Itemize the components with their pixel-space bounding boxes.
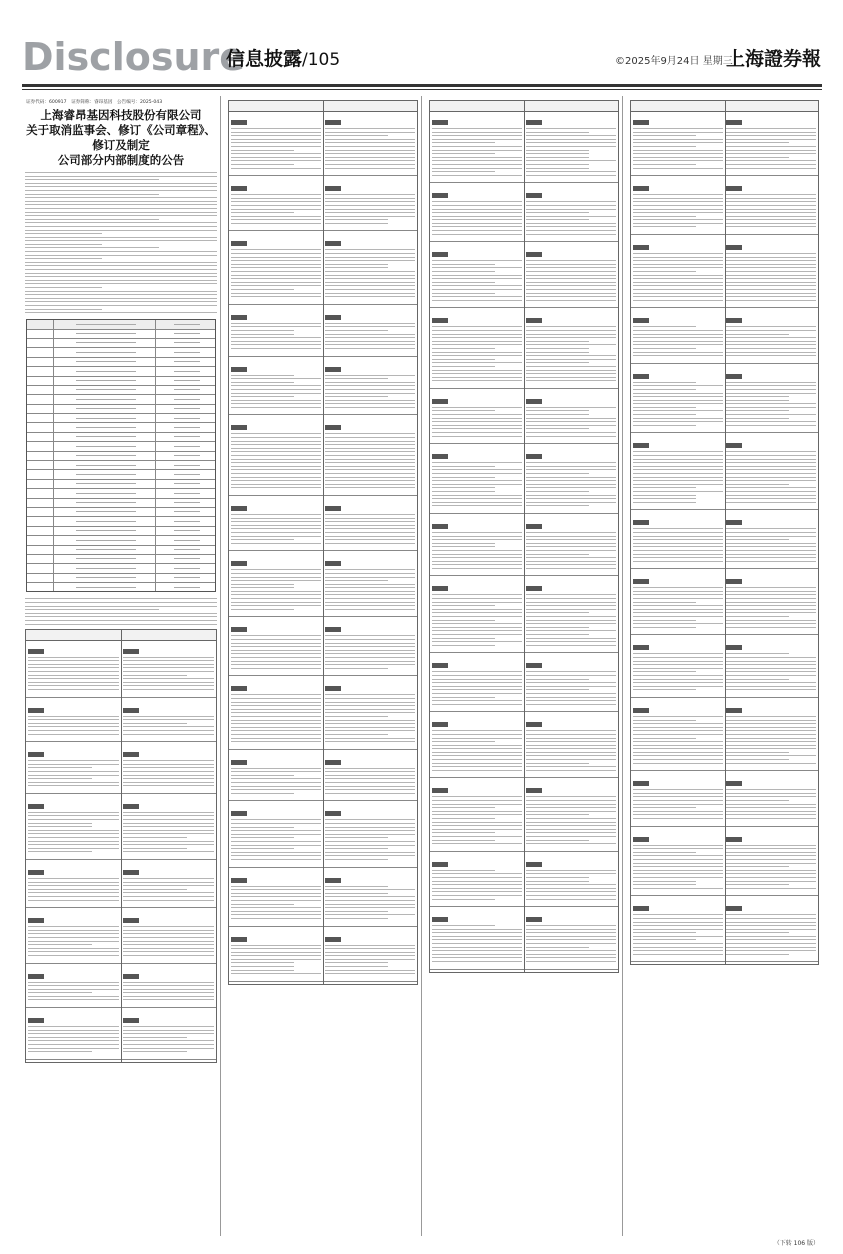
notice-closing-text — [25, 598, 217, 624]
comparison-cell-left — [430, 310, 524, 386]
comparison-cell-left — [430, 909, 524, 967]
comparison-cell-left — [430, 391, 524, 441]
comparison-cell-left — [229, 417, 323, 493]
text-line — [25, 309, 102, 310]
table-row — [27, 508, 215, 517]
table-row — [27, 348, 215, 357]
section-name: 信息披露 — [226, 48, 303, 70]
table-row — [27, 320, 215, 329]
comparison-cell-right — [121, 744, 216, 791]
text-line — [25, 219, 159, 220]
articles-comparison-table — [25, 629, 217, 1063]
comparison-cell-right — [323, 307, 417, 354]
column-3 — [426, 96, 623, 1236]
table-row — [27, 452, 215, 461]
comparison-cell-right — [524, 714, 618, 775]
table-row — [27, 367, 215, 376]
comparison-cell-right — [323, 870, 417, 924]
comparison-cell-right — [323, 752, 417, 799]
comparison-cell-left — [631, 637, 724, 695]
notice-body-text — [25, 172, 217, 313]
comparison-cell-left — [631, 700, 724, 768]
comparison-cell-left — [26, 796, 121, 857]
text-line — [25, 240, 217, 241]
comparison-cell-left — [26, 862, 121, 905]
table-row — [27, 470, 215, 479]
text-line — [25, 186, 217, 187]
comparison-cell-right — [724, 366, 817, 431]
comparison-cell-right — [121, 910, 216, 960]
notice-title-line-2: 关于取消监事会、修订《公司章程》、修订及制定 — [26, 123, 216, 152]
text-line — [25, 312, 217, 313]
comparison-cell-right — [323, 803, 417, 864]
comparison-cell-right — [724, 637, 817, 695]
comparison-cell-right — [323, 929, 417, 979]
comparison-cell-right — [524, 112, 618, 180]
comparison-cell-left — [631, 829, 724, 894]
comparison-cell-left — [26, 966, 121, 1006]
comparison-cell-right — [724, 773, 817, 823]
table-row — [27, 330, 215, 339]
table-row — [27, 358, 215, 367]
comparison-cell-left — [631, 571, 724, 632]
comparison-cell-left — [229, 112, 323, 173]
text-line — [25, 276, 217, 277]
table-row — [27, 536, 215, 545]
table-row — [27, 442, 215, 451]
comparison-cell-right — [121, 796, 216, 857]
comparison-cell-right — [724, 112, 817, 173]
comparison-cell-left — [430, 185, 524, 239]
page-number: /105 — [302, 50, 341, 70]
text-line — [25, 305, 217, 306]
comparison-cell-left — [631, 366, 724, 431]
text-line — [25, 215, 217, 216]
comparison-cell-right — [323, 498, 417, 548]
comparison-cell-right — [524, 391, 618, 441]
text-line — [25, 212, 217, 213]
text-line — [25, 258, 102, 259]
comparison-cell-right — [524, 655, 618, 709]
comparison-cell-right — [724, 571, 817, 632]
text-line — [25, 609, 159, 610]
comparison-cell-right — [724, 512, 817, 566]
comparison-cell-left — [26, 1010, 121, 1057]
comparison-cell-right — [524, 780, 618, 848]
text-line — [25, 606, 217, 607]
comparison-cell-right — [323, 619, 417, 673]
comparison-cell-right — [121, 1010, 216, 1057]
comparison-cell-right — [323, 359, 417, 413]
text-line — [25, 176, 217, 177]
column-1 — [22, 96, 221, 1236]
brand-logo: Disclosure — [22, 35, 246, 79]
comparison-cell-left — [229, 307, 323, 354]
column-2 — [225, 96, 422, 1236]
table-row — [27, 433, 215, 442]
text-line — [25, 190, 217, 191]
masthead — [0, 0, 843, 92]
comparison-cell-left — [26, 641, 121, 695]
comparison-cell-left — [430, 780, 524, 848]
text-line — [25, 201, 217, 202]
text-line — [25, 237, 217, 238]
text-line — [25, 269, 217, 270]
text-line — [25, 598, 217, 599]
comparison-cell-left — [631, 435, 724, 507]
comparison-cell-left — [430, 244, 524, 305]
table-row — [27, 546, 215, 555]
text-line — [25, 194, 159, 195]
text-line — [25, 616, 217, 617]
articles-comparison-table-cont — [228, 100, 418, 985]
comparison-cell-right — [724, 700, 817, 768]
page-content — [22, 96, 822, 1236]
comparison-cell-left — [430, 112, 524, 180]
comparison-cell-right — [323, 678, 417, 746]
text-line — [25, 204, 217, 205]
comparison-cell-left — [430, 446, 524, 511]
text-line — [25, 291, 217, 292]
table-row — [27, 499, 215, 508]
text-line — [25, 247, 159, 248]
comparison-cell-right — [724, 237, 817, 305]
comparison-cell-right — [724, 178, 817, 232]
table-row — [27, 555, 215, 564]
articles-comparison-table-cont — [429, 100, 619, 973]
text-line — [25, 294, 217, 295]
notice-codes: 证券代码：600917 证券简称：睿昂基因 公告编号：2025-043 — [26, 100, 163, 105]
comparison-cell-left — [26, 700, 121, 740]
text-line — [25, 301, 217, 302]
table-row — [27, 517, 215, 526]
comparison-cell-left — [430, 714, 524, 775]
table-row — [27, 527, 215, 536]
comparison-cell-right — [121, 700, 216, 740]
notice-title-line-3: 公司部分内部制度的公告 — [57, 153, 185, 167]
notice-title — [24, 108, 218, 168]
text-line — [25, 298, 217, 299]
comparison-cell-right — [323, 553, 417, 614]
comparison-cell-left — [229, 359, 323, 413]
table-row — [27, 377, 215, 386]
comparison-cell-right — [524, 516, 618, 574]
comparison-cell-right — [121, 641, 216, 695]
text-line — [25, 280, 217, 281]
text-line — [25, 602, 217, 603]
text-line — [25, 265, 217, 266]
comparison-cell-right — [524, 854, 618, 904]
notice-title-line-1: 上海睿昂基因科技股份有限公司 — [40, 108, 202, 122]
table-row — [27, 339, 215, 348]
comparison-cell-left — [229, 929, 323, 979]
text-line — [25, 251, 217, 252]
comparison-cell-left — [229, 498, 323, 548]
system-revision-table — [26, 319, 216, 592]
comparison-cell-left — [229, 752, 323, 799]
text-line — [25, 183, 217, 184]
table-row — [27, 461, 215, 470]
table-row — [27, 414, 215, 423]
comparison-cell-left — [631, 178, 724, 232]
table-row — [27, 395, 215, 404]
comparison-cell-right — [724, 435, 817, 507]
text-line — [25, 620, 217, 621]
comparison-cell-right — [524, 185, 618, 239]
text-line — [25, 226, 217, 227]
comparison-cell-left — [26, 910, 121, 960]
section-title — [226, 44, 340, 71]
comparison-cell-left — [430, 854, 524, 904]
comparison-cell-left — [229, 553, 323, 614]
comparison-cell-right — [524, 578, 618, 650]
header-rule — [22, 84, 822, 87]
comparison-cell-left — [430, 578, 524, 650]
comparison-cell-left — [430, 655, 524, 709]
comparison-cell-left — [229, 803, 323, 864]
text-line — [25, 179, 159, 180]
comparison-cell-left — [229, 233, 323, 301]
table-row — [27, 480, 215, 489]
text-line — [25, 624, 217, 625]
comparison-cell-right — [724, 898, 817, 959]
text-line — [25, 244, 102, 245]
comparison-cell-left — [229, 619, 323, 673]
comparison-cell-right — [524, 446, 618, 511]
comparison-cell-right — [524, 909, 618, 967]
comparison-cell-left — [229, 178, 323, 228]
table-row — [27, 423, 215, 432]
comparison-cell-left — [26, 744, 121, 791]
comparison-cell-left — [631, 237, 724, 305]
table-row — [27, 574, 215, 583]
comparison-cell-right — [323, 112, 417, 173]
text-line — [25, 287, 102, 288]
comparison-cell-left — [631, 898, 724, 959]
comparison-cell-right — [724, 829, 817, 894]
comparison-cell-right — [121, 966, 216, 1006]
comparison-cell-right — [323, 178, 417, 228]
table-row — [27, 405, 215, 414]
table-row — [27, 583, 215, 591]
text-line — [25, 233, 102, 234]
dateline: ©2025年9月24日 星期三 — [615, 56, 733, 67]
text-line — [25, 230, 217, 231]
text-line — [25, 613, 217, 614]
table-row — [27, 386, 215, 395]
comparison-cell-right — [323, 233, 417, 301]
text-line — [25, 208, 217, 209]
comparison-cell-left — [631, 310, 724, 360]
text-line — [25, 222, 217, 223]
comparison-cell-left — [631, 773, 724, 823]
comparison-cell-left — [430, 516, 524, 574]
comparison-cell-left — [631, 112, 724, 173]
comparison-cell-right — [323, 417, 417, 493]
continued-note: （下转 106 版） — [773, 1240, 819, 1247]
comparison-cell-right — [524, 310, 618, 386]
comparison-cell-right — [724, 310, 817, 360]
text-line — [25, 262, 217, 263]
table-row — [27, 489, 215, 498]
text-line — [25, 255, 217, 256]
comparison-cell-right — [121, 862, 216, 905]
header-rule-thin — [22, 89, 822, 90]
newspaper-name: 上海證券報 — [725, 48, 821, 70]
comparison-cell-left — [229, 678, 323, 746]
articles-comparison-table-cont — [630, 100, 819, 965]
text-line — [25, 273, 217, 274]
comparison-cell-right — [524, 244, 618, 305]
comparison-cell-left — [229, 870, 323, 924]
text-line — [25, 172, 217, 173]
column-4 — [627, 96, 822, 1236]
table-row — [27, 564, 215, 573]
text-line — [25, 283, 217, 284]
comparison-cell-left — [631, 512, 724, 566]
text-line — [25, 197, 217, 198]
